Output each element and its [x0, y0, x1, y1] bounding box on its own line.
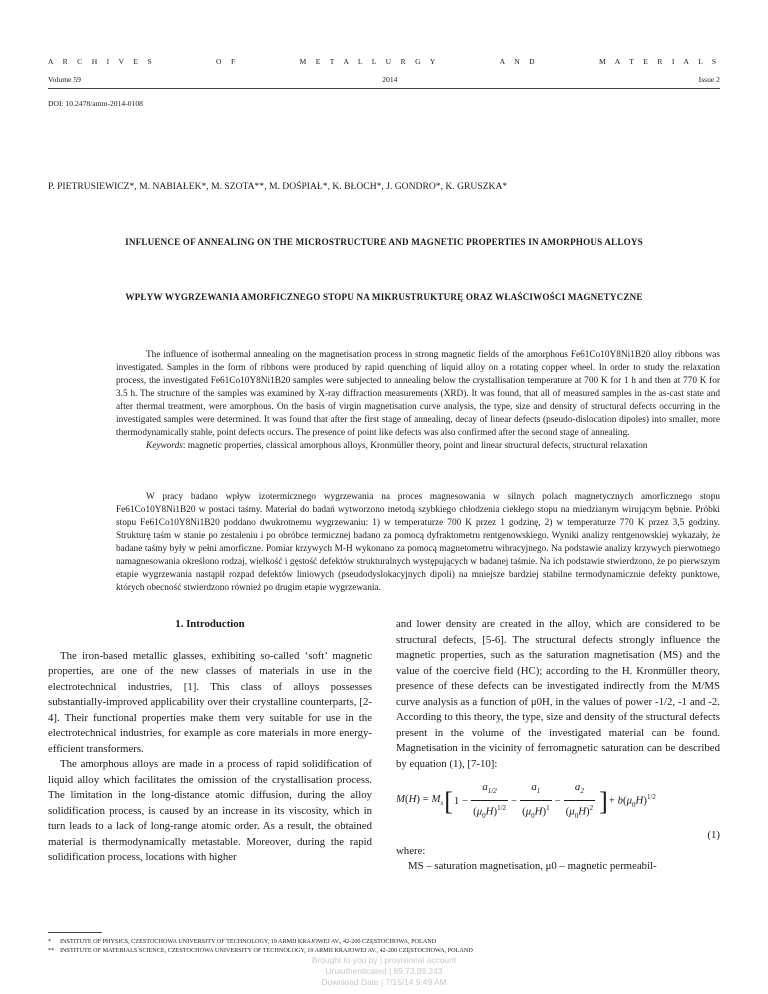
journal-word-4: A N D — [499, 57, 539, 66]
header-rule — [48, 88, 720, 89]
volume: Volume 59 — [48, 75, 81, 84]
journal-word-1: A R C H I V E S — [48, 57, 156, 66]
column-right — [396, 617, 720, 875]
journal-meta — [48, 75, 720, 84]
journal-name — [48, 57, 720, 66]
keywords-text: : magnetic properties, classical amorphous alloys, Kronmüller theory, point and linear structural defects, structural relaxation — [182, 441, 648, 452]
footnote — [48, 937, 473, 946]
footnote-mark: * — [48, 938, 52, 945]
journal-word-2: O F — [216, 57, 240, 66]
footnote-rule — [48, 932, 102, 933]
paragraph: MS – saturation magnetisation, μ0 – magnetic permeabil- — [408, 860, 657, 872]
watermark-line: Unauthenticated | 89.73.89.243 — [325, 966, 443, 976]
abstract-english — [116, 349, 720, 453]
authors: P. PIETRUSIEWICZ*, M. NABIAŁEK*, M. SZOTA**, M. DOŚPIAŁ*, K. BŁOCH*, J. GONDRO*, K. GRUSZKA* — [48, 181, 508, 192]
column-left — [48, 617, 372, 866]
journal-word-5: M A T E R I A L S — [598, 57, 720, 66]
paragraph: The amorphous alloys are made in a process of rapid solidification of liquid alloy which facilitates the omission of the crystallisation process. The limitation in the long-distance atomic diffusion, during the alloy solidification process, is caused by an increase in its viscosity, which in turn leads to a lack of long-range atomic order. As a result, the obtained material is thermodynamically metastable. Moreover, during the rapid solidification process, locations with higher — [48, 758, 372, 863]
abstract-polish-text: W pracy badano wpływ izotermicznego wygrzewania na proces magnesowania w silnych polach magnetycznych amorficznego stopu Fe61Co10Y8Ni1B20 w postaci taśmy. Materiał do badań wytworzono metodą szybkiego chłodzenia ciekłego stopu na miedzianym wirującym bębnie. Próbki stopu Fe61Co10Y8Ni1B20 poddano dwukrotnemu wygrzewaniu: 1) w temperaturze 700 K przez 1 godzinę, 2) w temperaturze 770 K przez 3,5 godziny. Strukturę taśm w stanie po zestaleniu i po obróbce termicznej badano za pomocą dyfraktometru rentgenowskiego. Wyniki analizy rentgenowskiej wykazały, że badane taśmy były w pełni amorficzne. Pomiar krzywych M-H wykonano za pomocą magnetometru wibracyjnego. Na podstawie analizy krzywych pierwotnego namagnesowania określono rodzaj, wielkość i gęstość defektów strukturalnych występujących w badanej taśmie. Na ich podstawie stwierdzono, że po pierwszym etapie wygrzewania nastąpił rozpad defektów liniowych (pseudodyslokacyjnych dipoli) na mniejsze bardziej stabilne termodynamicznie defekty punktowe, których obecność stwierdzono również po drugim etapie wygrzewania. — [116, 492, 720, 594]
paragraph: and lower density are created in the alloy, which are considered to be structural defects, [5-6]. The structural defects strongly influence the magnetic properties, such as the saturation magnetisation (MS) and the value of the coercive field (HC); according to the H. Kronmüller theory, presence of these defects can be investigated indirectly from the M/MS curve analysis as a function of μ0H, in the values of power -1/2, -1 and -2. According to this theory, the type, size and density of the structural defects present in the volume of the investigated material can be found. Magnetisation in the vicinity of ferromagnetic saturation can be described by equation (1), [7-10]: — [396, 618, 720, 770]
paragraph: The iron-based metallic glasses, exhibiting so-called ‘soft’ magnetic properties, are one of the new classes of materials in use in the electrotechnical industries, [1]. This class of alloys possesses substantially-improved applicability over their crystalline counterparts, [2-4]. Their functional properties make them very suitable for use in the electrotechnical industries, for example as core materials in more energy-efficient transformers. — [48, 649, 372, 755]
footnote-text: INSTITUTE OF PHYSICS, CZESTOCHOWA UNIVERSITY OF TECHNOLOGY, 19 ARMII KRAJOWEJ AV., 42-200 CZĘSTOCHOWA, POLAND — [60, 938, 437, 945]
section-title: 1. Introduction — [175, 618, 245, 630]
footnote-text: INSTITUTE OF MATERIALS SCIENCE, CZESTOCHOWA UNIVERSITY OF TECHNOLOGY, 19 ARMII KRAJOWEJ AV., 42-200 CZĘSTOCHOWA, POLAND — [60, 947, 473, 955]
equation-number: (1) — [707, 829, 720, 841]
keywords-label: Keywords — [146, 441, 183, 452]
watermark-line: Brought to you by | provisional account — [311, 955, 457, 965]
footnote-mark: ** — [48, 947, 55, 955]
title-english: INFLUENCE OF ANNEALING ON THE MICROSTRUCTURE AND MAGNETIC PROPERTIES IN AMORPHOUS ALLOYS — [125, 237, 643, 247]
title-polish: WPŁYW WYGRZEWANIA AMORFICZNEGO STOPU NA MIKRUSTRUKTURĘ ORAZ WŁAŚCIWOŚCI MAGNETYCZNE — [125, 292, 643, 302]
keywords — [116, 440, 720, 453]
watermark-line: Download Date | 7/15/14 9:49 AM — [321, 977, 447, 987]
footnotes — [48, 937, 473, 955]
abstract-english-text: The influence of isothermal annealing on the magnetisation process in strong magnetic fields of the amorphous Fe61Co10Y8Ni1B20 alloy ribbons was investigated. Samples in the form of ribbons were produced by rapid quenching of liquid alloy on a rotating copper wheel. In order to study the relaxation process, the investigated Fe61Co10Y8Ni1B20 samples were subjected to annealing below the crystallisation temperature at 700 K for 1 h and then at 770 K for 3.5 h. The structure of the samples was examined by X-ray diffraction measurements (XRD). It was found, that all of measured samples in the as-cast state and after thermal treatment, were amorphous. On the basis of virgin magnetisation curve analysis, the type, size and density of structural defects occurring in the investigated samples were determined. It was found that after the first stage of annealing, decay of linear defects (pseudo-dislocation dipoles) into smaller, more thermodynamically stable, point defects occurs. The presence of point like defects was also confirmed after the second stage of annealing. — [116, 350, 720, 439]
doi: DOI: 10.2478/amm-2014-0108 — [48, 99, 143, 108]
journal-word-3: M E T A L L U R G Y — [299, 57, 440, 66]
equation-1: $M(H) = M_s$ [ 1 − $\frac{a_{1/2}}{(\mu_0H)^{1/2}}$ − $\frac{a_1}{(\mu_0H)^1}$ − $\frac{a_2}{(\mu_0H)^2}$ ] + $b(\mu_0H)^{1/2}$ — [396, 778, 720, 826]
download-watermark — [0, 955, 768, 988]
abstract-polish — [116, 491, 720, 595]
where-label: where: — [396, 844, 426, 857]
issue: Issue 2 — [698, 75, 720, 84]
year: 2014 — [382, 75, 398, 84]
